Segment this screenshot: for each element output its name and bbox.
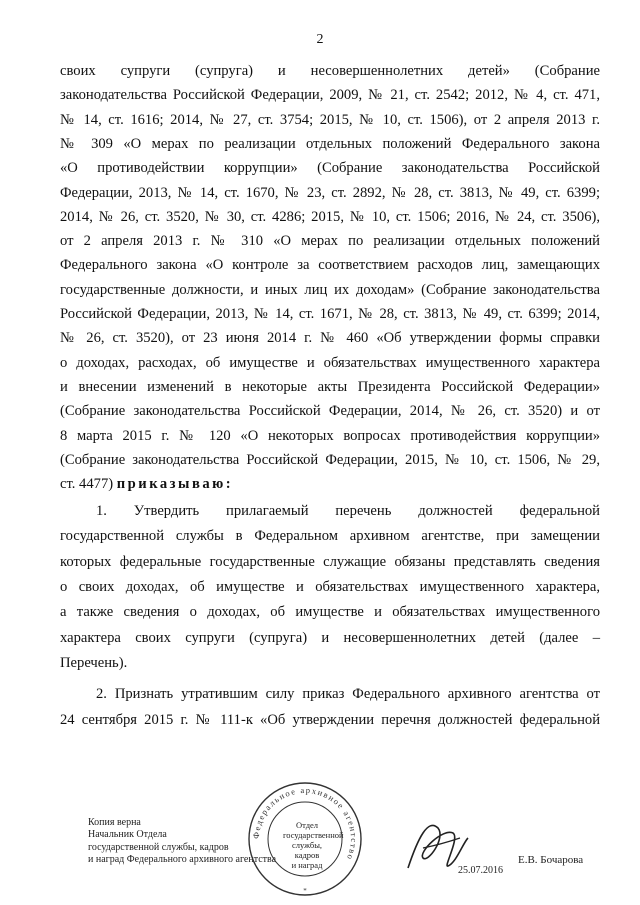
seal-inner-line: Отдел bbox=[295, 820, 319, 830]
signer-name: Е.В. Бочарова bbox=[518, 854, 584, 866]
text-line: № 26, ст. 3520), от 23 июня 2014 г. № 460 «Об утверждении формы справки bbox=[60, 330, 600, 347]
signature-icon bbox=[398, 808, 478, 888]
item1-line: о своих доходах, об имуществе и обязательствах имущественного характера, bbox=[60, 579, 600, 595]
page-number: 2 bbox=[316, 32, 324, 47]
order-line-prefix: ст. 4477) bbox=[60, 476, 114, 493]
item2-line: 2. Признать утратившим силу приказ Федерального архивного агентства от bbox=[96, 686, 600, 703]
text-line: о доходах, расходах, об имуществе и обязательствах имущественного характера bbox=[60, 354, 600, 371]
text-line: (Собрание законодательства Российской Федерации, 2015, № 10, ст. 1506, № 29, bbox=[60, 451, 600, 468]
seal-inner-line: государственной bbox=[283, 830, 344, 840]
certification-line: и наград Федерального архивного агентства bbox=[88, 854, 277, 866]
text-line: 2014, № 26, ст. 3520, № 30, ст. 4286; 2015, № 10, ст. 1506; 2016, № 24, ст. 3506), bbox=[60, 208, 600, 225]
text-line: (Собрание законодательства Российской Федерации, 2014, № 26, ст. 3520) и от bbox=[60, 403, 600, 420]
item2-line: 24 сентября 2015 г. № 111-к «Об утверждении перечня должностей федеральной bbox=[60, 712, 600, 729]
text-line: государственные должности, и иных лиц их доходам» (Собрание законодательства bbox=[60, 281, 600, 298]
seal-inner-text bbox=[283, 820, 344, 870]
order-word: приказываю: bbox=[116, 476, 234, 493]
certification-line: Копия верна bbox=[88, 817, 141, 828]
seal-ring-text: Федеральное архивное агентство bbox=[250, 784, 360, 863]
item1-line: 1. Утвердить прилагаемый перечень должностей федеральной bbox=[96, 503, 600, 520]
text-line: законодательства Российской Федерации, 2009, № 21, ст. 2542; 2012, № 4, ст. 471, bbox=[60, 87, 600, 104]
text-line: № 14, ст. 1616; 2014, № 27, ст. 3754; 2015, № 10, ст. 1506), от 2 апреля 2013 г. bbox=[60, 111, 600, 128]
certification-line: государственной службы, кадров bbox=[88, 841, 229, 853]
text-line: Федерации, 2013, № 14, ст. 1670, № 23, ст. 2892, № 28, ст. 3813, № 49, ст. 6399; bbox=[60, 184, 600, 201]
item1-line: которых федеральные государственные служащие обязаны представлять сведения bbox=[60, 553, 600, 570]
seal-inner-line: службы, кадров bbox=[291, 840, 323, 860]
text-line: от 2 апреля 2013 г. № 310 «О мерах по реализации отдельных положений bbox=[60, 233, 600, 250]
text-line: № 309 «О мерах по реализации отдельных положений Федерального закона bbox=[60, 135, 600, 152]
text-line: Федерального закона «О контроле за соответствием расходов лиц, замещающих bbox=[60, 257, 600, 274]
signature-date: 25.07.2016 bbox=[458, 865, 503, 876]
text-line: Российской Федерации, 2013, № 14, ст. 1671, № 28, ст. 3813, № 49, ст. 6399; 2014, bbox=[60, 306, 600, 322]
item1-line: государственной службы в Федеральном архивном агентстве, при замещении bbox=[60, 528, 600, 545]
seal-inner-line: и наград bbox=[291, 860, 323, 870]
text-line: и внесении изменений в некоторые акты Президента Российской Федерации» bbox=[60, 378, 600, 395]
text-line: 8 марта 2015 г. № 120 «О некоторых вопросах противодействия коррупции» bbox=[60, 427, 600, 444]
certification-line: Начальник Отдела bbox=[88, 829, 167, 841]
item1-line: Перечень). bbox=[60, 654, 128, 671]
order-line bbox=[60, 474, 600, 494]
text-line: своих супруги (супруга) и несовершеннолетних детей» (Собрание bbox=[60, 63, 600, 79]
svg-text:*: * bbox=[303, 887, 307, 895]
text-line: «О противодействии коррупции» (Собрание законодательства Российской bbox=[60, 160, 600, 177]
item1-line: а также сведения о доходах, об имуществе и обязательствах имущественного bbox=[60, 604, 600, 621]
item1-line: характера своих супруги (супруга) и несовершеннолетних детей (далее – bbox=[60, 629, 600, 646]
